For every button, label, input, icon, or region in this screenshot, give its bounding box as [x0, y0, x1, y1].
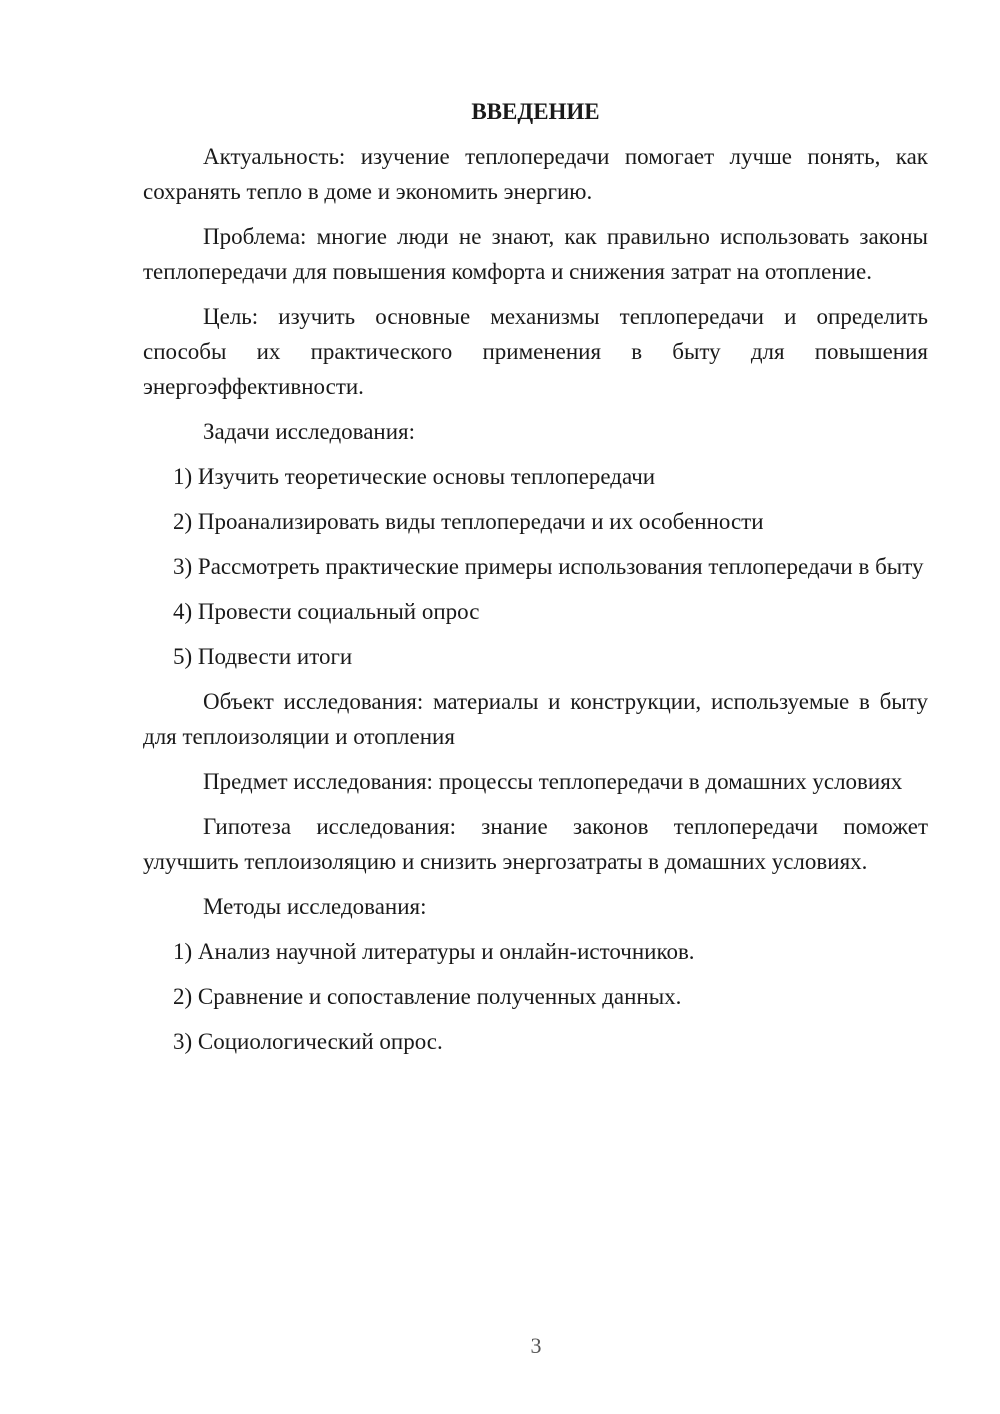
task-item: 3) Рассмотреть практические примеры использования теплопередачи в быту: [173, 554, 924, 579]
page-title: ВВЕДЕНИЕ: [471, 99, 600, 124]
task-item: 1) Изучить теоретические основы теплопередачи: [173, 464, 656, 489]
methods-heading: Методы исследования:: [203, 894, 427, 919]
method-item: 2) Сравнение и сопоставление полученных данных.: [173, 984, 682, 1009]
task-item: 5) Подвести итоги: [173, 644, 353, 669]
page-number: 3: [530, 1333, 542, 1358]
tasks-heading: Задачи исследования:: [203, 419, 416, 444]
task-item: 4) Провести социальный опрос: [173, 599, 480, 624]
goal-paragraph: Цель: изучить основные механизмы теплопередачи и определить способы их практического применения в быту для повышения энергоэффективности.: [143, 304, 928, 399]
task-item: 2) Проанализировать виды теплопередачи и их особенности: [173, 509, 764, 534]
method-item: 1) Анализ научной литературы и онлайн-источников.: [173, 939, 695, 964]
problem-paragraph: Проблема: многие люди не знают, как правильно использовать законы теплопередачи для повышения комфорта и снижения затрат на отопление.: [143, 224, 928, 284]
subject-paragraph: Предмет исследования: процессы теплопередачи в домашних условиях: [203, 769, 903, 794]
object-paragraph: Объект исследования: материалы и конструкции, используемые в быту для теплоизоляции и отопления: [143, 689, 928, 749]
relevance-paragraph: Актуальность: изучение теплопередачи помогает лучше понять, как сохранять тепло в доме и экономить энергию.: [143, 144, 928, 204]
method-item: 3) Социологический опрос.: [173, 1029, 443, 1054]
document-body: [143, 94, 928, 1069]
hypothesis-paragraph: Гипотеза исследования: знание законов теплопередачи поможет улучшить теплоизоляцию и снизить энергозатраты в домашних условиях.: [143, 814, 928, 874]
